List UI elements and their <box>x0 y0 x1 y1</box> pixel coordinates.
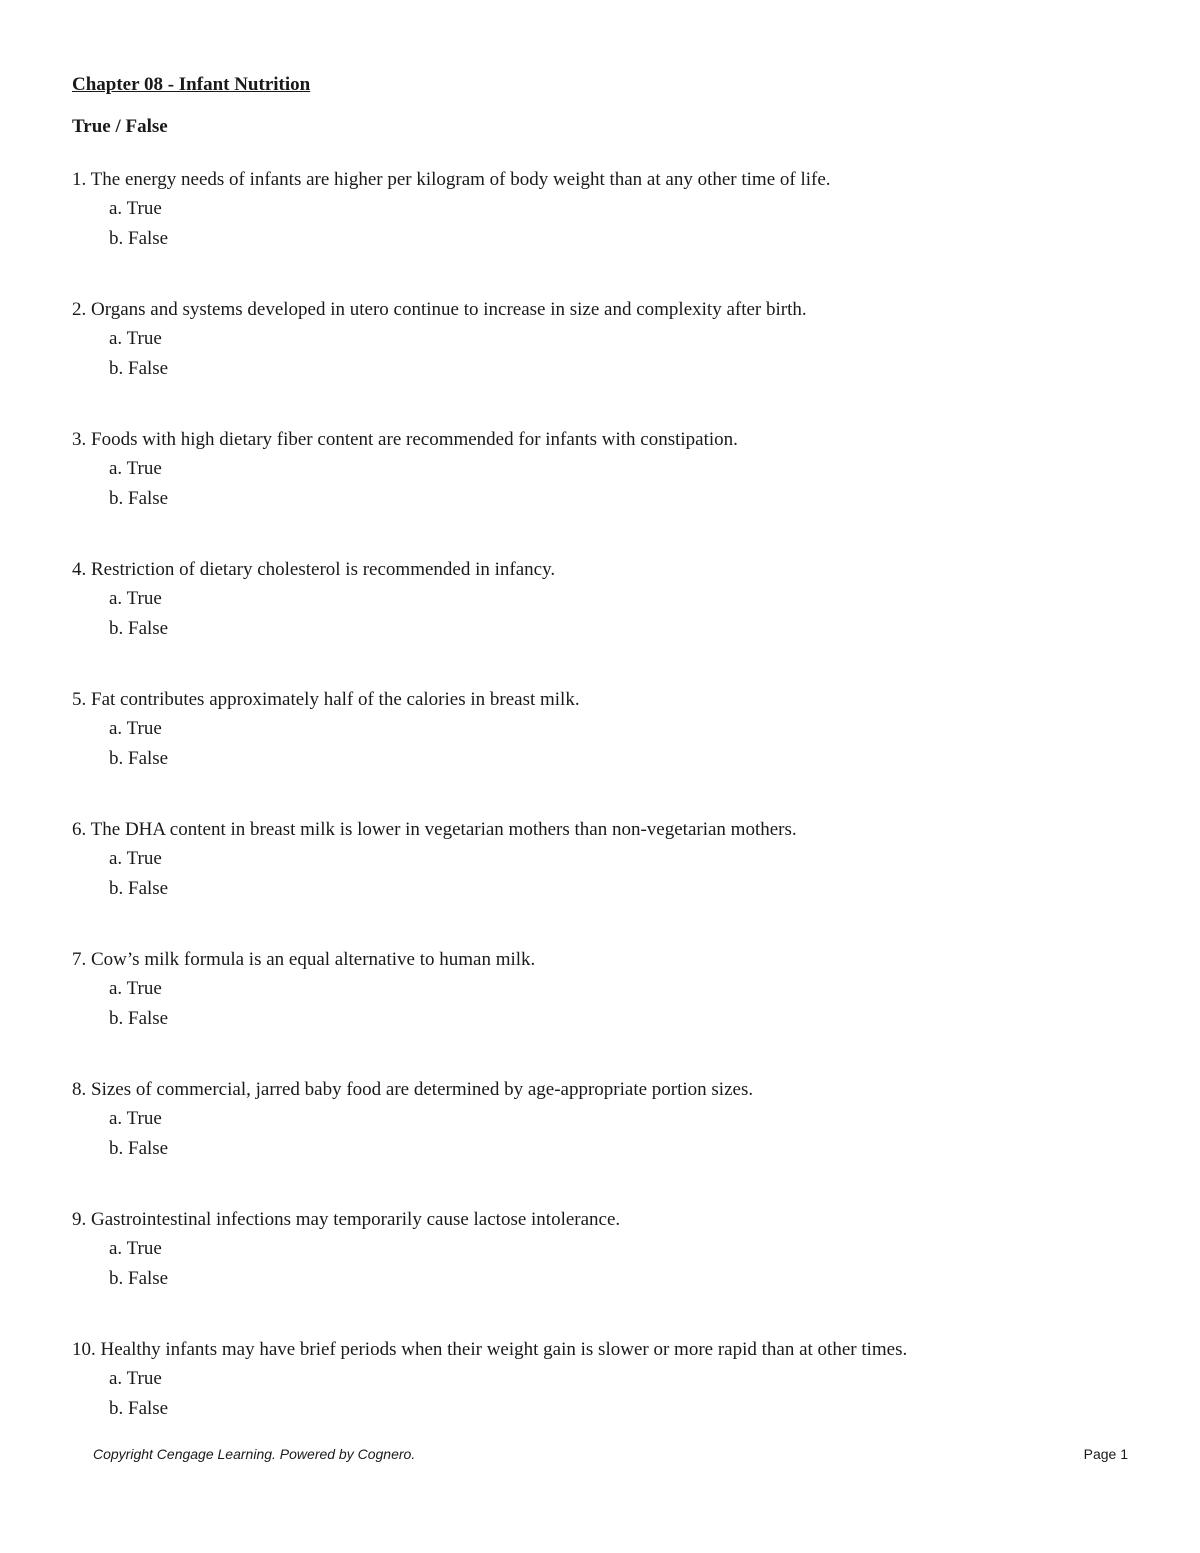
question-text: 10. Healthy infants may have brief periods when their weight gain is slower or more rapid than at other times. <box>72 1339 908 1360</box>
option-false: b. False <box>109 358 169 379</box>
question-text: 4. Restriction of dietary cholesterol is recommended in infancy. <box>72 559 556 580</box>
question-text: 8. Sizes of commercial, jarred baby food are determined by age-appropriate portion sizes. <box>72 1079 754 1100</box>
option-false: b. False <box>109 618 169 639</box>
option-false: b. False <box>109 1398 169 1419</box>
option-true: a. True <box>109 458 162 479</box>
option-true: a. True <box>109 1108 162 1129</box>
footer-page-number: Page 1 <box>1083 1446 1128 1462</box>
question-list <box>72 166 1152 1466</box>
option-false: b. False <box>109 1268 169 1289</box>
option-true: a. True <box>109 718 162 739</box>
question-text: 5. Fat contributes approximately half of the calories in breast milk. <box>72 689 580 710</box>
question-item <box>72 1206 1152 1336</box>
option-true: a. True <box>109 848 162 869</box>
section-heading: True / False <box>72 116 168 137</box>
footer-copyright: Copyright Cengage Learning. Powered by Cognero. <box>93 1446 416 1462</box>
question-item <box>72 1076 1152 1206</box>
question-text: 9. Gastrointestinal infections may temporarily cause lactose intolerance. <box>72 1209 621 1230</box>
question-text: 6. The DHA content in breast milk is lower in vegetarian mothers than non-vegetarian mothers. <box>72 819 797 840</box>
option-true: a. True <box>109 328 162 349</box>
question-text: 1. The energy needs of infants are higher per kilogram of body weight than at any other time of life. <box>72 169 831 190</box>
option-false: b. False <box>109 748 169 769</box>
option-true: a. True <box>109 1368 162 1389</box>
question-item <box>72 296 1152 426</box>
option-false: b. False <box>109 1138 169 1159</box>
option-true: a. True <box>109 978 162 999</box>
question-item <box>72 816 1152 946</box>
question-item <box>72 426 1152 556</box>
question-text: 3. Foods with high dietary fiber content are recommended for infants with constipation. <box>72 429 738 450</box>
option-true: a. True <box>109 1238 162 1259</box>
question-text: 7. Cow’s milk formula is an equal alternative to human milk. <box>72 949 536 970</box>
option-false: b. False <box>109 488 169 509</box>
option-true: a. True <box>109 198 162 219</box>
question-item <box>72 686 1152 816</box>
question-item <box>72 946 1152 1076</box>
option-false: b. False <box>109 1008 169 1029</box>
option-false: b. False <box>109 228 169 249</box>
option-false: b. False <box>109 878 169 899</box>
question-item <box>72 556 1152 686</box>
page-title: Chapter 08 - Infant Nutrition <box>72 74 311 95</box>
option-true: a. True <box>109 588 162 609</box>
question-text: 2. Organs and systems developed in utero continue to increase in size and complexity after birth. <box>72 299 807 320</box>
question-item <box>72 166 1152 296</box>
